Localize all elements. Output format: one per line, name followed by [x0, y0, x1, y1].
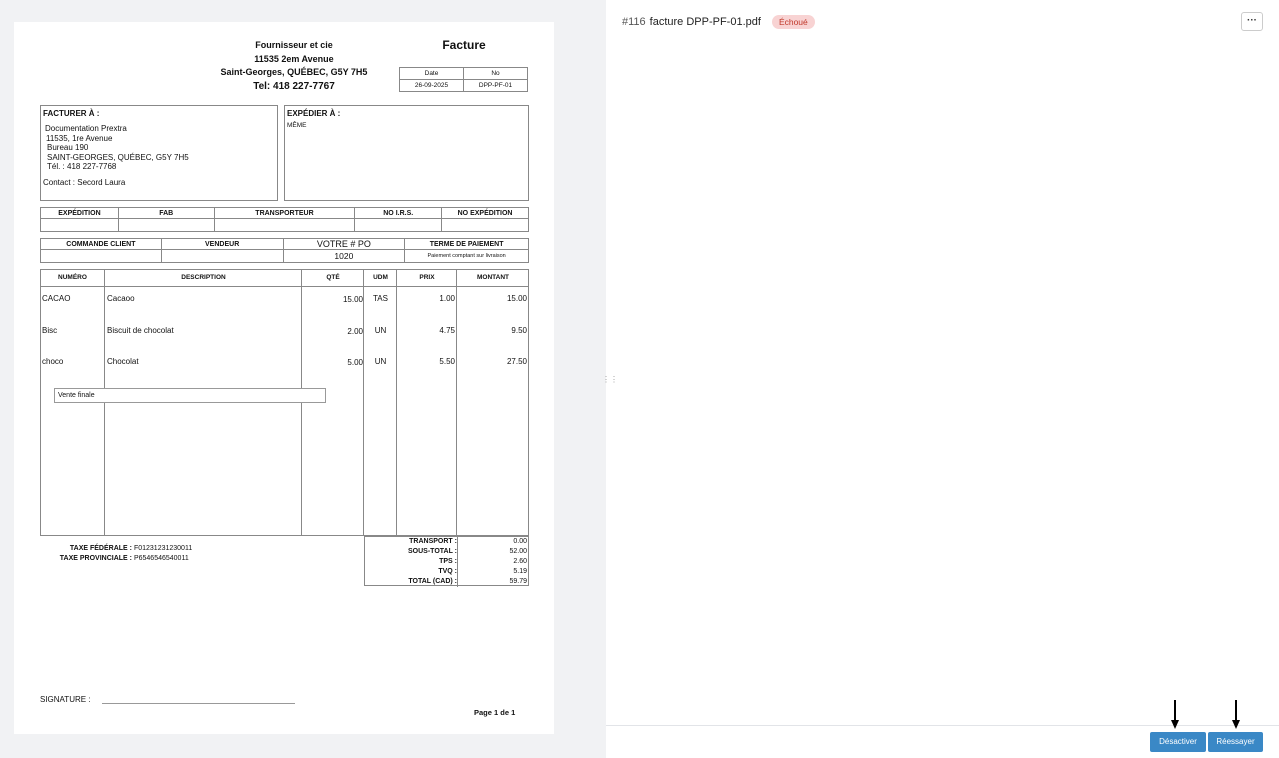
item-number: CACAO — [42, 294, 71, 303]
total-label: SOUS-TOTAL : — [408, 548, 457, 555]
total-value: 52.00 — [509, 548, 527, 555]
supplier-line: Saint-Georges, QUÉBEC, G5Y 7H5 — [220, 67, 368, 77]
po-value: 1020 — [283, 250, 405, 263]
item-price: 4.75 — [439, 326, 455, 335]
bill-to-box — [40, 105, 278, 201]
supplier-line: 11535 2em Avenue — [254, 53, 334, 64]
page-number: Page 1 de 1 — [474, 708, 516, 717]
total-label: TOTAL (CAD) : — [408, 578, 457, 585]
bill-to-title: FACTURER À : — [43, 109, 100, 118]
item-udm: UN — [374, 326, 387, 335]
table-row — [40, 294, 529, 308]
deactivate-button[interactable]: Désactiver — [1150, 732, 1206, 752]
item-amount: 15.00 — [506, 294, 527, 303]
item-amount: 9.50 — [511, 326, 527, 335]
total-value: 0.00 — [513, 538, 527, 545]
item-description: Biscuit de chocolat — [107, 326, 174, 335]
item-price: 1.00 — [439, 294, 455, 303]
address-line: Bureau 190 — [47, 143, 89, 152]
address-line: 11535, 1re Avenue — [46, 133, 113, 143]
column-header: UDM — [373, 274, 388, 281]
total-label: TRANSPORT : — [409, 538, 457, 545]
tax-numbers — [44, 544, 192, 564]
date-label: Date — [400, 68, 464, 80]
total-label: TPS : — [439, 558, 457, 565]
number-value: DPP-PF-01 — [464, 80, 528, 92]
signature-label: SIGNATURE : — [40, 695, 91, 704]
provincial-tax-label: TAXE PROVINCIALE : — [59, 555, 132, 562]
total-value: 5.19 — [513, 568, 527, 575]
ship-to-title: EXPÉDIER À : — [287, 109, 341, 118]
item-qty: 5.00 — [347, 358, 363, 367]
note-box: Vente finale — [54, 388, 326, 403]
address-line: Tél. : 418 227-7768 — [47, 162, 117, 171]
invoice-page — [14, 22, 554, 734]
item-number: choco — [42, 357, 64, 366]
shipping-header: FAB — [118, 208, 214, 219]
items-header — [40, 269, 529, 287]
date-value: 26-09-2025 — [400, 80, 464, 92]
total-value: 59.79 — [509, 578, 527, 585]
column-header: DESCRIPTION — [181, 274, 226, 281]
address-line: SAINT-GEORGES, QUÉBEC, G5Y 7H5 — [47, 152, 189, 162]
order-header: TERME DE PAIEMENT — [405, 239, 529, 250]
supplier-line: Tel: 418 227-7767 — [253, 80, 335, 92]
date-number-table — [399, 67, 528, 92]
total-label: TVQ : — [438, 568, 457, 575]
document-header — [622, 14, 815, 30]
federal-tax-value: F01231231230011 — [133, 545, 193, 552]
pane-resize-handle[interactable]: ⋮⋮ — [602, 375, 618, 384]
order-header: VOTRE # PO — [283, 239, 405, 250]
total-value: 2.60 — [513, 558, 527, 565]
federal-tax-label: TAXE FÉDÉRALE : — [69, 545, 132, 552]
order-header: COMMANDE CLIENT — [41, 239, 162, 250]
bill-to-address — [45, 124, 189, 187]
item-price: 5.50 — [439, 357, 455, 366]
item-amount: 27.50 — [506, 357, 527, 366]
contact-line: Contact : Secord Laura — [43, 177, 126, 187]
column-header: PRIX — [419, 274, 435, 281]
more-options-button[interactable]: ··· — [1241, 12, 1263, 31]
item-description: Cacaoo — [107, 294, 135, 303]
item-udm: UN — [374, 357, 387, 366]
totals-box — [364, 536, 529, 586]
item-description: Chocolat — [107, 357, 139, 366]
shipping-header: NO EXPÉDITION — [442, 208, 529, 219]
ship-to-box — [284, 105, 529, 201]
address-line: Documentation Prextra — [45, 124, 127, 133]
items-table — [40, 269, 529, 536]
invoice-title: Facture — [442, 38, 486, 52]
ship-to-value: MÊME — [287, 122, 307, 129]
shipping-header: EXPÉDITION — [41, 208, 119, 219]
status-badge: Échoué — [772, 15, 815, 29]
arrow-down-icon — [1231, 700, 1241, 730]
item-udm: TAS — [373, 294, 388, 303]
document-name: facture DPP-PF-01.pdf — [649, 16, 761, 28]
shipping-header: TRANSPORTEUR — [214, 208, 355, 219]
table-row — [40, 357, 529, 371]
order-header: VENDEUR — [161, 239, 283, 250]
shipping-header: NO I.R.S. — [355, 208, 442, 219]
column-header: NUMÉRO — [58, 274, 87, 281]
item-number: Bisc — [42, 326, 58, 335]
document-viewer[interactable] — [0, 0, 618, 758]
item-qty: 2.00 — [347, 327, 363, 336]
number-label: No — [464, 68, 528, 80]
supplier-block — [184, 39, 404, 93]
retry-button[interactable]: Réessayer — [1208, 732, 1263, 752]
provincial-tax-value: P6546546540011 — [133, 555, 189, 562]
shipping-table — [40, 207, 529, 232]
signature-line — [102, 703, 295, 704]
payment-term: Paiement comptant sur livraison — [405, 250, 529, 263]
order-table — [40, 238, 529, 263]
item-qty: 15.00 — [342, 295, 363, 304]
column-header: QTÉ — [326, 274, 340, 281]
supplier-line: Fournisseur et cie — [255, 40, 333, 50]
document-number: #116 — [622, 16, 646, 28]
arrow-down-icon — [1170, 700, 1180, 730]
column-header: MONTANT — [476, 274, 509, 281]
table-row — [40, 326, 529, 340]
